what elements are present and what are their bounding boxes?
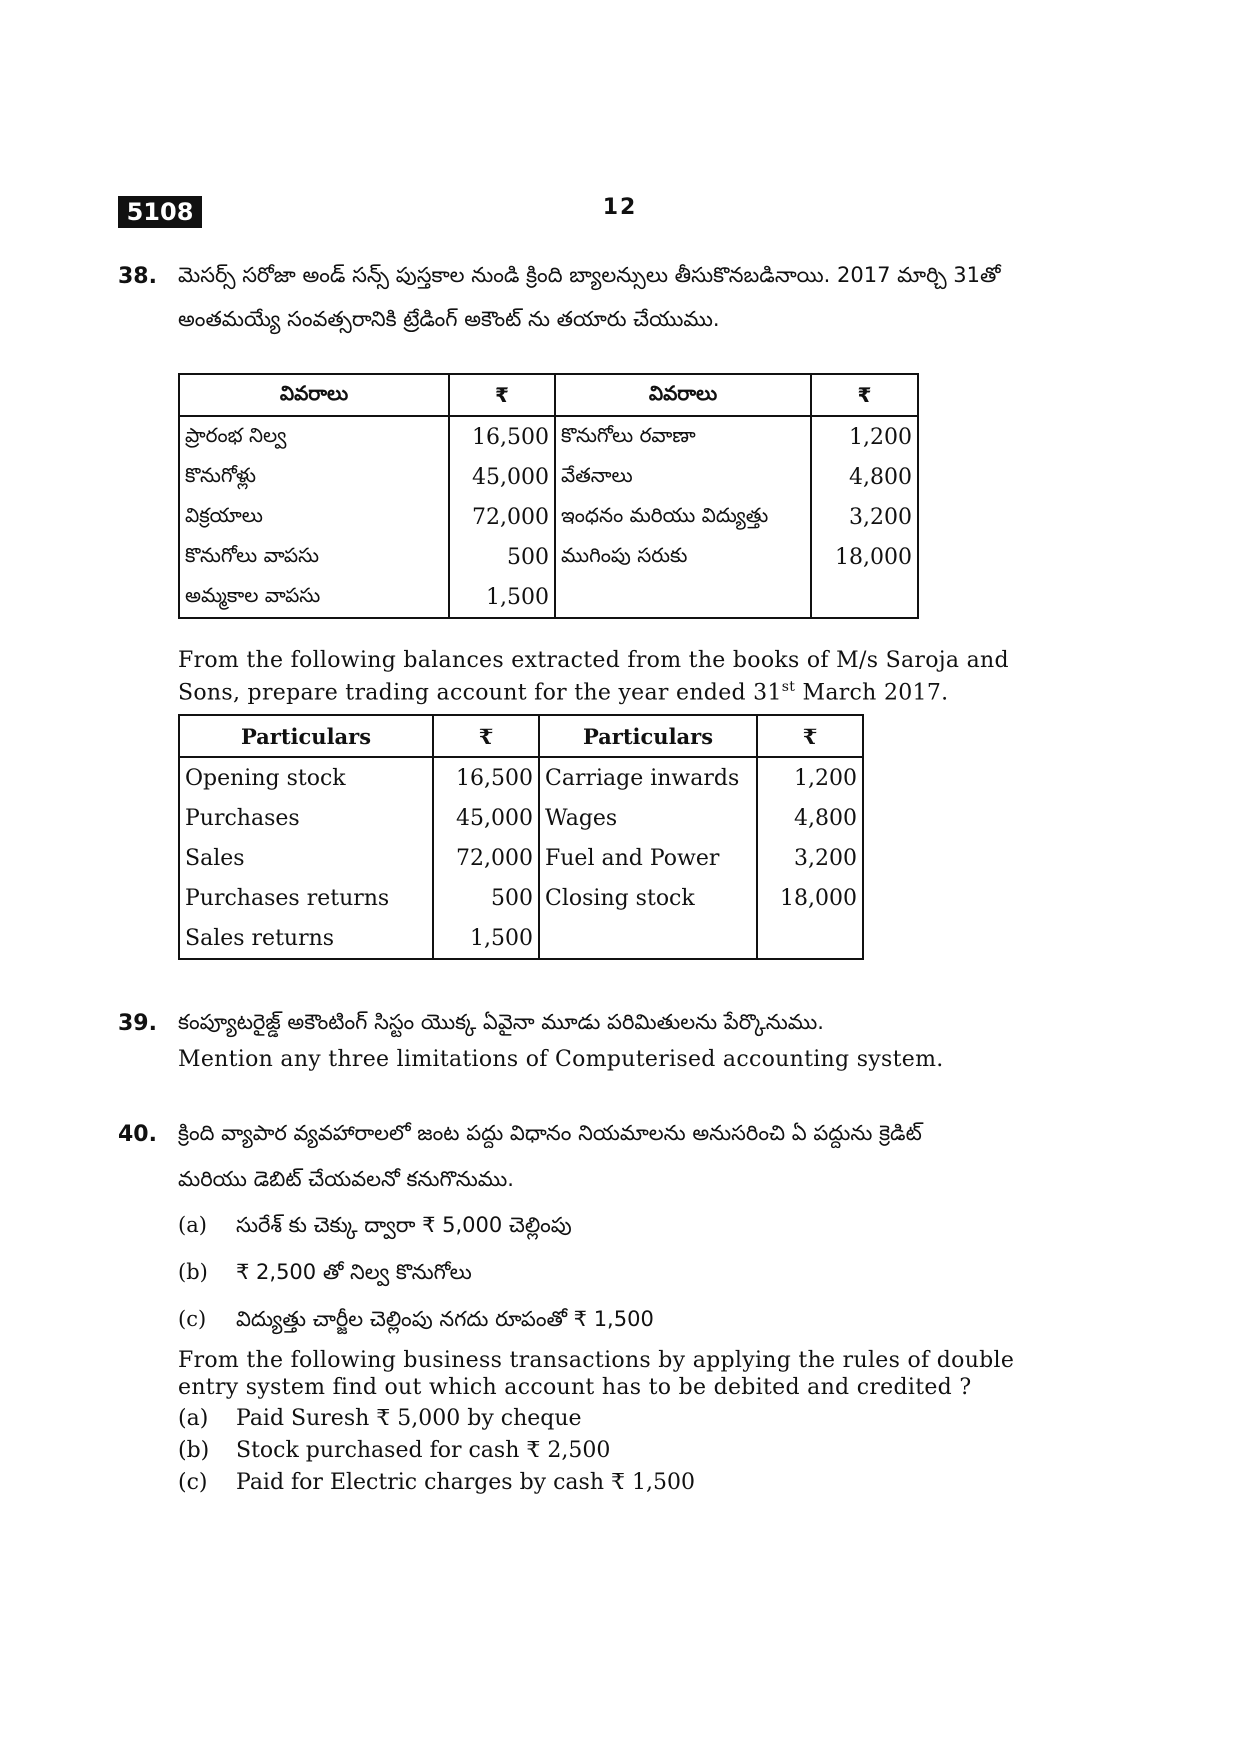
te-cell: కొనుగోలు రవాణా <box>555 416 811 457</box>
item-text: Stock purchased for cash ₹ 2,500 <box>236 1438 611 1463</box>
table-row <box>179 798 863 838</box>
item-text: విద్యుత్తు చార్జీల చెల్లింపు నగదు రూపంతో ₹ 1,500 <box>236 1307 654 1331</box>
te-cell: ప్రారంభ నిల్వ <box>179 416 449 457</box>
en-col-rupee-1: ₹ <box>433 715 539 757</box>
table-row <box>179 537 918 577</box>
item-text: సురేశ్ కు చెక్కు ద్వారా ₹ 5,000 చెల్లింపు <box>236 1213 572 1237</box>
question-38-english-line1: From the following balances extracted from the books of M/s Saroja and <box>178 648 1009 673</box>
english-line2-text: Sons, prepare trading account for the year ended 31 <box>178 680 782 706</box>
item-text: Paid for Electric charges by cash ₹ 1,500 <box>236 1470 695 1495</box>
question-38-telugu-line2: అంతమయ్యే సంవత్సరానికి ట్రేడింగ్ అకౌంట్ ను తయారు చేయుము. <box>178 307 720 331</box>
te-cell: 45,000 <box>449 457 555 497</box>
item-text: ₹ 2,500 తో నిల్వ కొనుగోలు <box>236 1260 472 1284</box>
te-cell: ముగింపు సరుకు <box>555 537 811 577</box>
te-cell: 4,800 <box>811 457 918 497</box>
question-40-telugu-line1: క్రింది వ్యాపార వ్యవహారాలలో జంట పద్దు విధానం నియమాలను అనుసరించి ఏ పద్దును క్రెడిట్ <box>178 1121 922 1145</box>
te-cell <box>811 577 918 618</box>
te-cell: ఇంధనం మరియు విద్యుత్తు <box>555 497 811 537</box>
question-38-telugu-line1: మెసర్స్ సరోజా అండ్ సన్స్ పుస్తకాల నుండి క్రింది బ్యాలన్సులు తీసుకొనబడినాయి. 2017 మార్చి 31తో <box>178 263 1001 287</box>
en-cell: Closing stock <box>539 878 757 918</box>
te-col-rupee-2: ₹ <box>811 374 918 416</box>
te-cell: అమ్మకాల వాపసు <box>179 577 449 618</box>
en-cell <box>539 918 757 959</box>
te-col-particulars-1: వివరాలు <box>179 374 449 416</box>
te-cell: 1,500 <box>449 577 555 618</box>
te-cell: కొనుగోళ్లు <box>179 457 449 497</box>
en-cell: 1,500 <box>433 918 539 959</box>
question-40-telugu-line2: మరియు డెబిట్ చేయవలనో కనుగొనుము. <box>178 1167 514 1191</box>
en-cell: Purchases <box>179 798 433 838</box>
english-item-c <box>178 1470 695 1495</box>
en-col-particulars-1: Particulars <box>179 715 433 757</box>
te-cell: 16,500 <box>449 416 555 457</box>
question-40-english-line1: From the following business transactions by applying the rules of double <box>178 1348 1015 1373</box>
question-40-english-line2: entry system find out which account has to be debited and credited ? <box>178 1375 972 1400</box>
item-label: (a) <box>178 1406 209 1431</box>
table-row <box>179 416 918 457</box>
en-col-rupee-2: ₹ <box>757 715 863 757</box>
en-cell: 1,200 <box>757 757 863 798</box>
item-label: (b) <box>178 1260 208 1284</box>
telugu-item-b <box>178 1260 472 1290</box>
english-line2-superscript: st <box>781 679 796 695</box>
en-cell: Wages <box>539 798 757 838</box>
telugu-item-c <box>178 1307 654 1337</box>
english-item-a <box>178 1406 582 1431</box>
question-39-telugu: కంప్యూటరైజ్డ్ అకౌంటింగ్ సిస్టం యొక్క ఏవైనా మూడు పరిమితులను పేర్కొనుము. <box>178 1010 824 1034</box>
te-cell: 72,000 <box>449 497 555 537</box>
en-cell: Carriage inwards <box>539 757 757 798</box>
te-cell: 18,000 <box>811 537 918 577</box>
en-cell: 3,200 <box>757 838 863 878</box>
question-39-number: 39. <box>118 1011 157 1036</box>
english-balances-table <box>178 714 864 960</box>
en-cell: Opening stock <box>179 757 433 798</box>
en-cell: Sales returns <box>179 918 433 959</box>
table-row <box>179 918 863 959</box>
te-cell: 1,200 <box>811 416 918 457</box>
en-cell: 18,000 <box>757 878 863 918</box>
te-col-particulars-2: వివరాలు <box>555 374 811 416</box>
en-cell: Purchases returns <box>179 878 433 918</box>
te-cell: 3,200 <box>811 497 918 537</box>
en-col-particulars-2: Particulars <box>539 715 757 757</box>
en-cell: Sales <box>179 838 433 878</box>
telugu-balances-table <box>178 373 919 619</box>
item-label: (a) <box>178 1213 207 1237</box>
te-cell: 500 <box>449 537 555 577</box>
en-cell: Fuel and Power <box>539 838 757 878</box>
table-row <box>179 497 918 537</box>
te-cell: కొనుగోలు వాపసు <box>179 537 449 577</box>
paper-code-badge: 5108 <box>118 196 202 228</box>
te-cell: వేతనాలు <box>555 457 811 497</box>
question-38-number: 38. <box>118 264 157 289</box>
english-item-b <box>178 1438 610 1463</box>
en-cell <box>757 918 863 959</box>
question-40-number: 40. <box>118 1122 157 1147</box>
telugu-item-a <box>178 1213 572 1243</box>
question-39-english: Mention any three limitations of Computerised accounting system. <box>178 1047 944 1072</box>
en-cell: 72,000 <box>433 838 539 878</box>
en-cell: 16,500 <box>433 757 539 798</box>
table-row <box>179 457 918 497</box>
te-col-rupee-1: ₹ <box>449 374 555 416</box>
te-cell <box>555 577 811 618</box>
question-38-english-line2 <box>178 674 1068 706</box>
en-cell: 4,800 <box>757 798 863 838</box>
item-label: (c) <box>178 1307 207 1331</box>
table-row <box>179 838 863 878</box>
page-number: 12 <box>602 195 638 220</box>
item-label: (c) <box>178 1470 208 1495</box>
english-line2-tail: March 2017. <box>795 680 949 706</box>
te-cell: విక్రయాలు <box>179 497 449 537</box>
table-row <box>179 878 863 918</box>
item-text: Paid Suresh ₹ 5,000 by cheque <box>236 1406 582 1431</box>
table-row <box>179 757 863 798</box>
en-cell: 45,000 <box>433 798 539 838</box>
item-label: (b) <box>178 1438 210 1463</box>
table-row <box>179 577 918 618</box>
en-cell: 500 <box>433 878 539 918</box>
